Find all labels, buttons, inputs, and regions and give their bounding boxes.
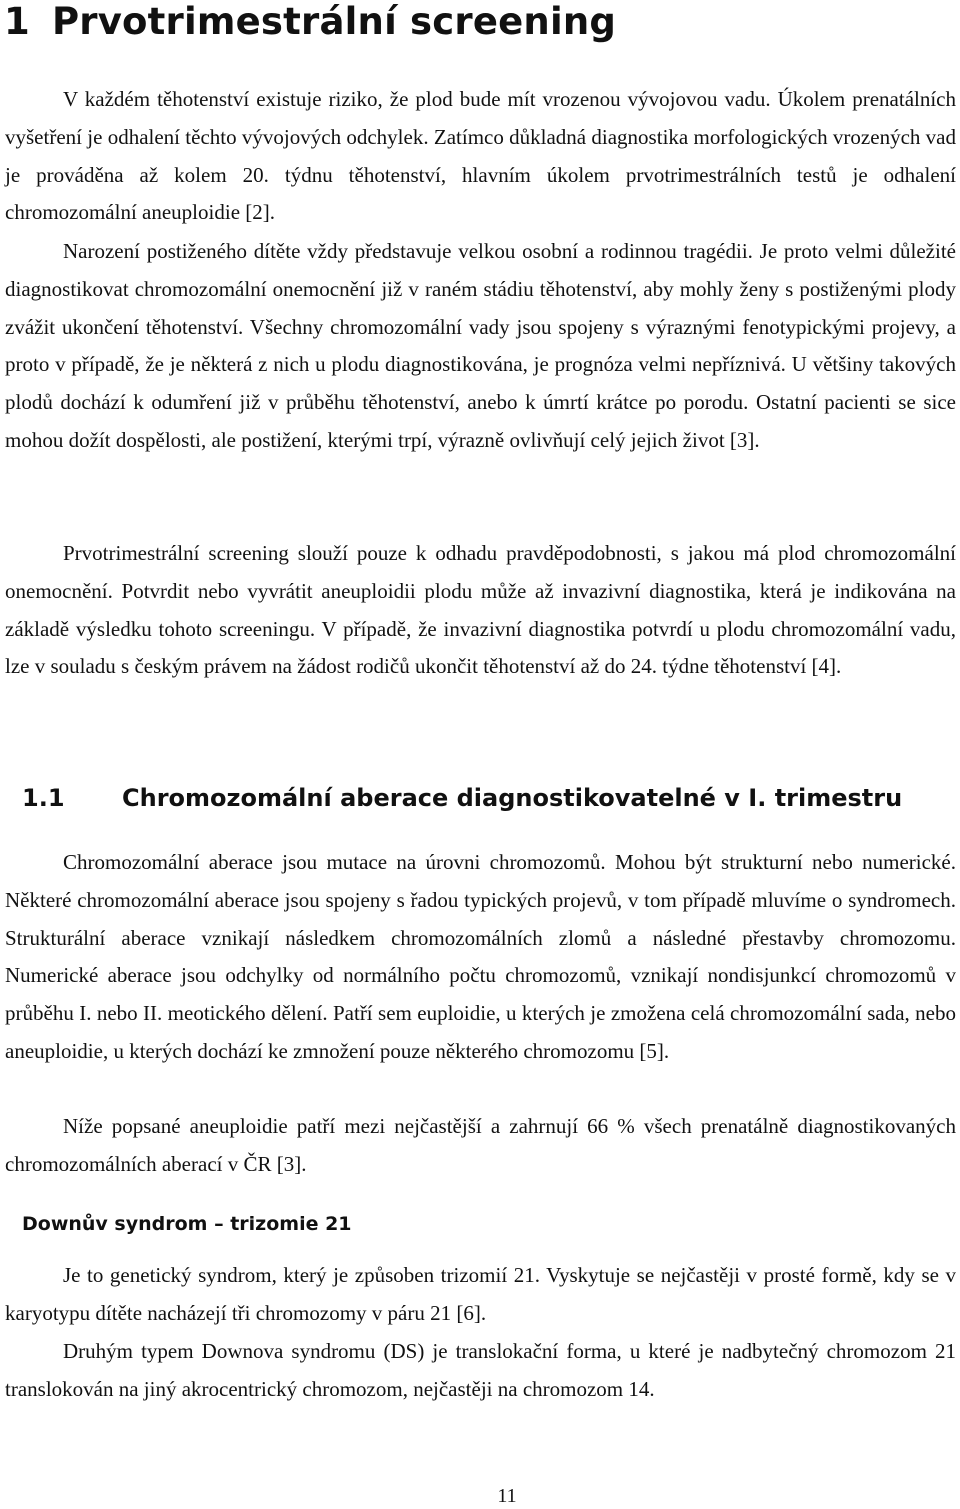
heading-1-title: Prvotrimestrální screening: [51, 0, 617, 43]
paragraph: Prvotrimestrální screening slouží pouze k odhadu pravděpodobnosti, s jakou má plod chromozomální onemocnění. Potvrdit nebo vyvrátit aneuploidii plodu může až invazivní diagnostika, která je indikována na základě výsledku tohoto screeningu. V případě, že invazivní diagnostika potvrdí u plodu chromozomální vadu, lze v souladu s českým právem na žádost rodičů ukončit těhotenství až do 24. týdne těhotenství [4].: [5, 541, 956, 679]
paragraph: Níže popsané aneuploidie patří mezi nejčastější a zahrnují 66 % všech prenatálně diagnostikovaných chromozomálních aberací v ČR [3].: [5, 1114, 956, 1176]
heading-3: Downův syndrom – trizomie 21: [22, 1213, 352, 1235]
paragraph: Je to genetický syndrom, který je způsoben trizomií 21. Vyskytuje se nejčastěji v prosté formě, kdy se v karyotypu dítěte nacházejí tři chromozomy v páru 21 [6].: [5, 1263, 956, 1325]
paragraph: Druhým typem Downova syndromu (DS) je translokační forma, u které je nadbytečný chromozom 21 translokován na jiný akrocentrický chromozom, nejčastěji na chromozom 14.: [5, 1339, 956, 1401]
heading-1-number: 1: [4, 0, 30, 43]
paragraph: V každém těhotenství existuje riziko, že plod bude mít vrozenou vývojovou vadu. Úkolem prenatálních vyšetření je odhalení těchto vývojových odchylek. Zatímco důkladná diagnostika morfologických vrozených vad je prováděna až kolem 20. týdnu těhotenství, hlavním úkolem prvotrimestrálních testů je odhalení chromozomální aneuploidie [2].: [5, 87, 956, 225]
paragraph: Narození postiženého dítěte vždy představuje velkou osobní a rodinnou tragédii. Je proto velmi důležité diagnostikovat chromozomální onemocnění již v raném stádiu těhotenství, aby mohly ženy s postiženými plody zvážit ukončení těhotenství. Všechny chromozomální vady jsou spojeny s výraznými fenotypickými projevy, a proto v případě, že je některá z nich u plodu diagnostikována, je prognóza velmi nepříznivá. U většiny takových plodů dochází k odumření již v průběhu těhotenství, anebo k úmrtí krátce po porodu. Ostatní pacienti se sice mohou dožít dospělosti, ale postižení, kterými trpí, výrazně ovlivňují celý jejich život [3].: [5, 239, 956, 452]
heading-1: [4, 0, 616, 44]
paragraph: Chromozomální aberace jsou mutace na úrovni chromozomů. Mohou být strukturní nebo numerické. Některé chromozomální aberace jsou spojeny s řadou typických projevů, v tom případě mluvíme o syndromech. Strukturální aberace vznikají následkem chromozomálních zlomů a následné přestavby chromozomu. Numerické aberace jsou odchylky od normálního počtu chromozomů, vznikají nondisjunkcí chromozomů v průběhu I. nebo II. meotického dělení. Patří sem euploidie, u kterých je zmožena celá chromozomální sada, nebo aneuploidie, u kterých dochází ke zmnožení pouze některého chromozomu [5].: [5, 850, 956, 1063]
heading-2-title: Chromozomální aberace diagnostikovatelné v I. trimestru: [122, 784, 903, 812]
page-number: 11: [497, 1485, 517, 1507]
heading-2-number: 1.1: [22, 784, 65, 812]
heading-2: [22, 778, 902, 818]
